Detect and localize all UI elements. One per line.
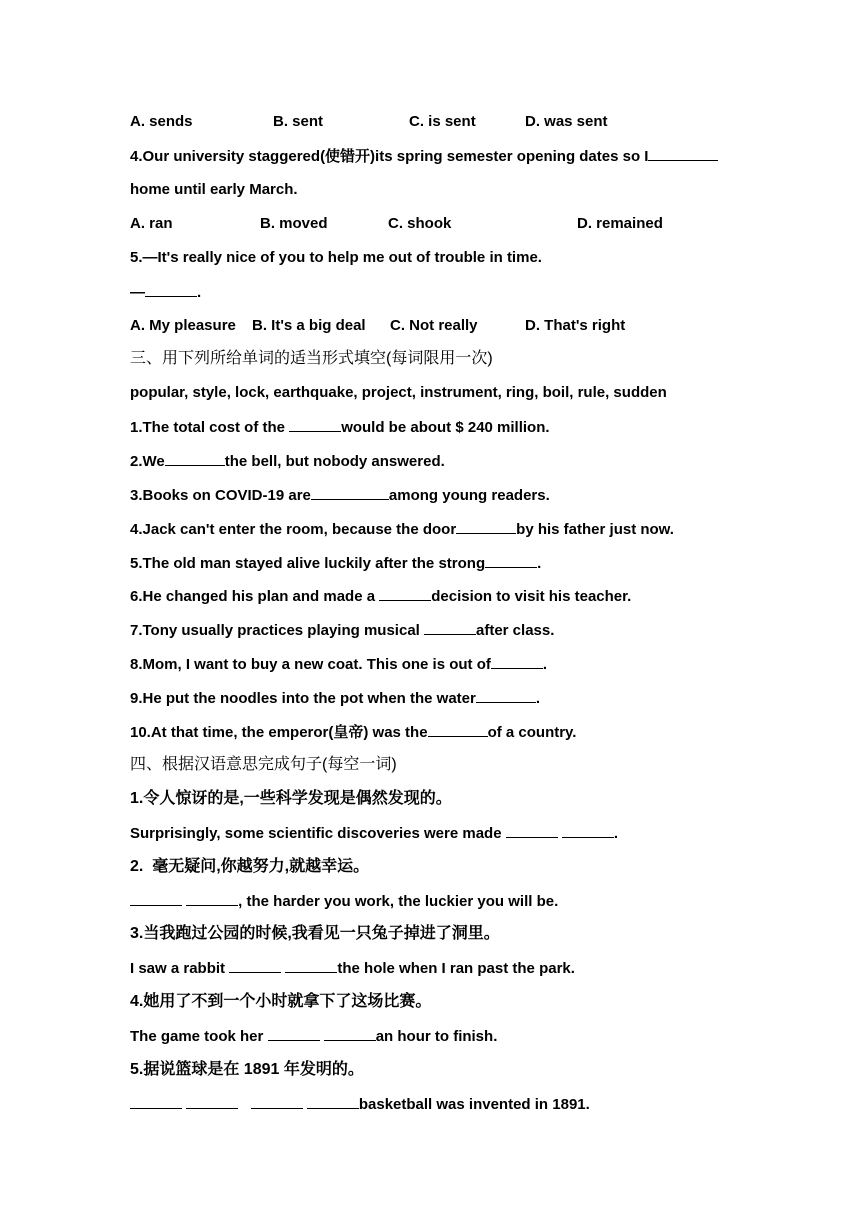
section4-q2-english: , the harder you work, the luckier you will be. [130, 891, 558, 912]
q5-option-c: C. Not really [390, 317, 478, 334]
section3-item-5: 5.The old man stayed alive luckily after the strong . [130, 555, 542, 572]
section3-item-4: 4.Jack can't enter the room, because the door by his father just now. [130, 521, 674, 538]
answer-blank [485, 553, 537, 568]
q5-option-d: D. That's right [525, 317, 626, 334]
q4-option-a: A. ran [130, 215, 173, 232]
section3-title: 三、用下列所给单词的适当形式填空(每词限用一次) [130, 350, 493, 367]
answer-blank [268, 1026, 320, 1041]
answer-blank [289, 417, 341, 432]
section4-q3-chinese: 3.当我跑过公园的时候,我看见一只兔子掉进了洞里。 [130, 925, 500, 942]
q5-question-line1: 5.—It's really nice of you to help me out of trouble in time. [130, 249, 542, 266]
answer-blank [285, 958, 337, 973]
q3-option-b: B. sent [273, 113, 324, 130]
section3-item-8: 8.Mom, I want to buy a new coat. This one is out of . [130, 656, 548, 673]
answer-blank [186, 1094, 238, 1109]
section4-q3-english: I saw a rabbit the hole when I ran past the park. [130, 960, 575, 977]
section3-item-1: 1.The total cost of the would be about $ 240 million. [130, 419, 550, 436]
section3-item-10: 10.At that time, the emperor(皇帝) was the of a country. [130, 724, 577, 741]
section4-q5-chinese: 5.据说篮球是在 1891 年发明的。 [130, 1061, 364, 1078]
q5-option-b: B. It's a big deal [252, 317, 366, 334]
section4-q4-english: The game took her an hour to finish. [130, 1028, 498, 1045]
section3-item-3: 3.Books on COVID-19 are among young readers. [130, 487, 550, 504]
section3-item-7: 7.Tony usually practices playing musical after class. [130, 622, 555, 639]
answer-blank [130, 891, 182, 906]
answer-blank [229, 958, 281, 973]
answer-blank [307, 1094, 359, 1109]
answer-blank [145, 282, 197, 297]
section4-q4-chinese: 4.她用了不到一个小时就拿下了这场比赛。 [130, 993, 432, 1010]
answer-blank [562, 823, 614, 838]
answer-blank [130, 1094, 182, 1109]
q4-question-line1: 4.Our university staggered(使错开)its spring semester opening dates so I [130, 146, 718, 167]
q5-option-a: A. My pleasure [130, 317, 236, 334]
answer-blank [428, 722, 488, 737]
answer-blank [165, 451, 225, 466]
q4-option-b: B. moved [260, 215, 328, 232]
answer-blank [506, 823, 558, 838]
section3-item-6: 6.He changed his plan and made a decision to visit his teacher. [130, 588, 632, 605]
answer-blank [648, 146, 718, 161]
section4-q2-chinese: 2. 毫无疑问,你越努力,就越幸运。 [130, 858, 370, 875]
q3-option-a: A. sends [130, 113, 193, 130]
q5-question-line2: — . [130, 284, 202, 301]
answer-blank [186, 891, 238, 906]
answer-blank [324, 1026, 376, 1041]
answer-blank [251, 1094, 303, 1109]
section4-title: 四、根据汉语意思完成句子(每空一词) [130, 756, 397, 773]
answer-blank [311, 485, 389, 500]
answer-blank [476, 688, 536, 703]
section3-word-bank: popular, style, lock, earthquake, project, instrument, ring, boil, rule, sudden [130, 384, 667, 401]
q4-option-d: D. remained [577, 215, 663, 232]
q4-question-line2: home until early March. [130, 181, 298, 198]
answer-blank [491, 654, 543, 669]
answer-blank [379, 586, 431, 601]
section4-q5-english: basketball was invented in 1891. [130, 1094, 590, 1115]
q3-option-d: D. was sent [525, 113, 608, 130]
q4-option-c: C. shook [388, 215, 452, 232]
section4-q1-chinese: 1.令人惊讶的是,一些科学发现是偶然发现的。 [130, 790, 452, 807]
answer-blank [424, 620, 476, 635]
section3-item-9: 9.He put the noodles into the pot when the water . [130, 690, 541, 707]
section4-q1-english: Surprisingly, some scientific discoveries were made . [130, 825, 619, 842]
q3-option-c: C. is sent [409, 113, 476, 130]
section3-item-2: 2.We the bell, but nobody answered. [130, 453, 445, 470]
answer-blank [456, 519, 516, 534]
